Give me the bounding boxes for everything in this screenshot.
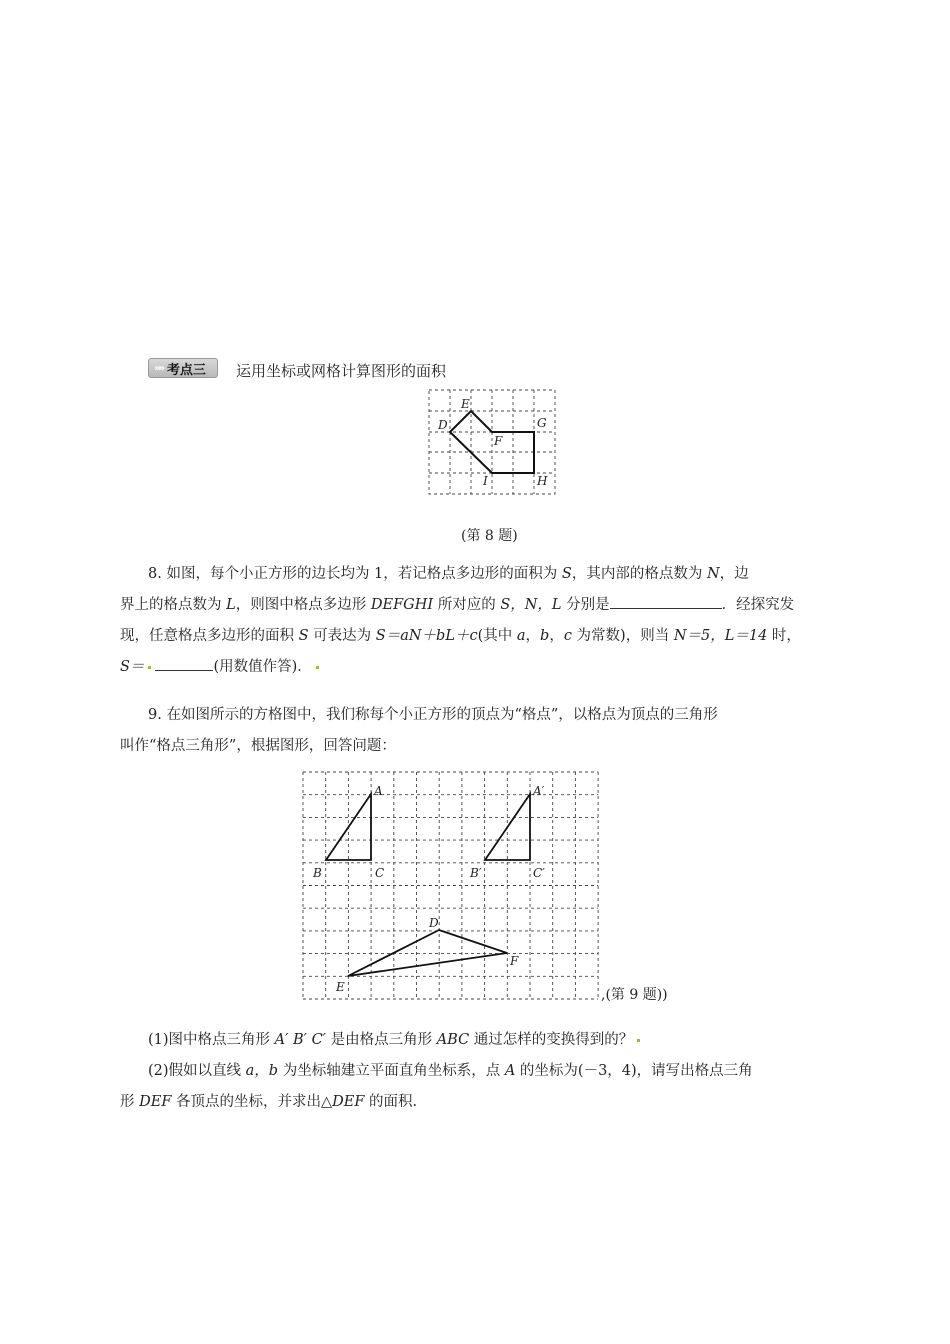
figure-8-caption: (第 8 题): [461, 528, 518, 544]
q8-line-1: 8. 如图，每个小正方形的边长均为 1，若记格点多边形的面积为 S，其内部的格点数为 N，边: [148, 566, 749, 582]
q8-line-4: S＝ (用数值作答)．: [120, 652, 880, 683]
answer-blank-2[interactable]: [155, 654, 213, 671]
q9-part-2-cont: 形 DEF 各顶点的坐标，并求出△DEF 的面积.: [120, 1094, 418, 1110]
label-E: E: [336, 980, 345, 994]
label-E: E: [461, 397, 470, 411]
grid-lines-9: [303, 772, 598, 999]
section-title: 运用坐标或网格计算图形的面积: [236, 362, 447, 380]
label-F: F: [494, 434, 503, 448]
label-D: D: [429, 916, 439, 930]
answer-blank-1[interactable]: [610, 592, 722, 609]
label-G: G: [537, 416, 547, 430]
double-chevron-icon: »»: [154, 362, 163, 374]
section-badge: [148, 358, 218, 378]
figure-8-grid: [420, 386, 566, 498]
label-H: H: [537, 474, 548, 488]
label-I: I: [483, 474, 488, 488]
figure-9-caption: ,(第 9 题)): [601, 987, 668, 1003]
label-C-prime: C′: [533, 866, 545, 880]
mark-dot: [316, 666, 319, 669]
figure-9-grid: [300, 769, 602, 1001]
question-9: [120, 700, 880, 762]
q9-part-2: (2)假如以直线 a，b 为坐标轴建立平面直角坐标系，点 A 的坐标为(－3，4)，请写出格点三角: [148, 1063, 753, 1079]
q9-line-2: 叫作“格点三角形”，根据图形，回答问题：: [120, 738, 396, 754]
q8-line-2: 界上的格点数为 L，则图中格点多边形 DEFGHI 所对应的 S，N，L 分别是 ．经探究发: [120, 590, 880, 621]
question-8: [120, 559, 880, 683]
question-9-parts: [120, 1025, 880, 1118]
label-B: B: [313, 866, 322, 880]
label-D: D: [438, 418, 448, 432]
q9-line-1: 9. 在如图所示的方格图中，我们称每个小正方形的顶点为“格点”，以格点为顶点的三角形: [148, 707, 718, 723]
label-C: C: [375, 866, 385, 880]
label-A: A: [374, 784, 383, 798]
mark-dot: [148, 666, 151, 669]
section-badge-label: 考点三: [166, 362, 206, 378]
label-A-prime: A′: [533, 784, 545, 798]
label-F: F: [510, 954, 519, 968]
label-B-prime: B′: [470, 866, 482, 880]
triangle-DEF: [348, 930, 507, 976]
q8-line-3: 现，任意格点多边形的面积 S 可表达为 S＝aN＋bL＋c(其中 a，b，c 为常数)，则当 N＝5，L＝14 时，: [120, 628, 801, 644]
q9-part-1: (1)图中格点三角形 A′ B′ C′ 是由格点三角形 ABC 通过怎样的变换得到的？: [120, 1025, 880, 1056]
mark-dot: [637, 1039, 640, 1042]
